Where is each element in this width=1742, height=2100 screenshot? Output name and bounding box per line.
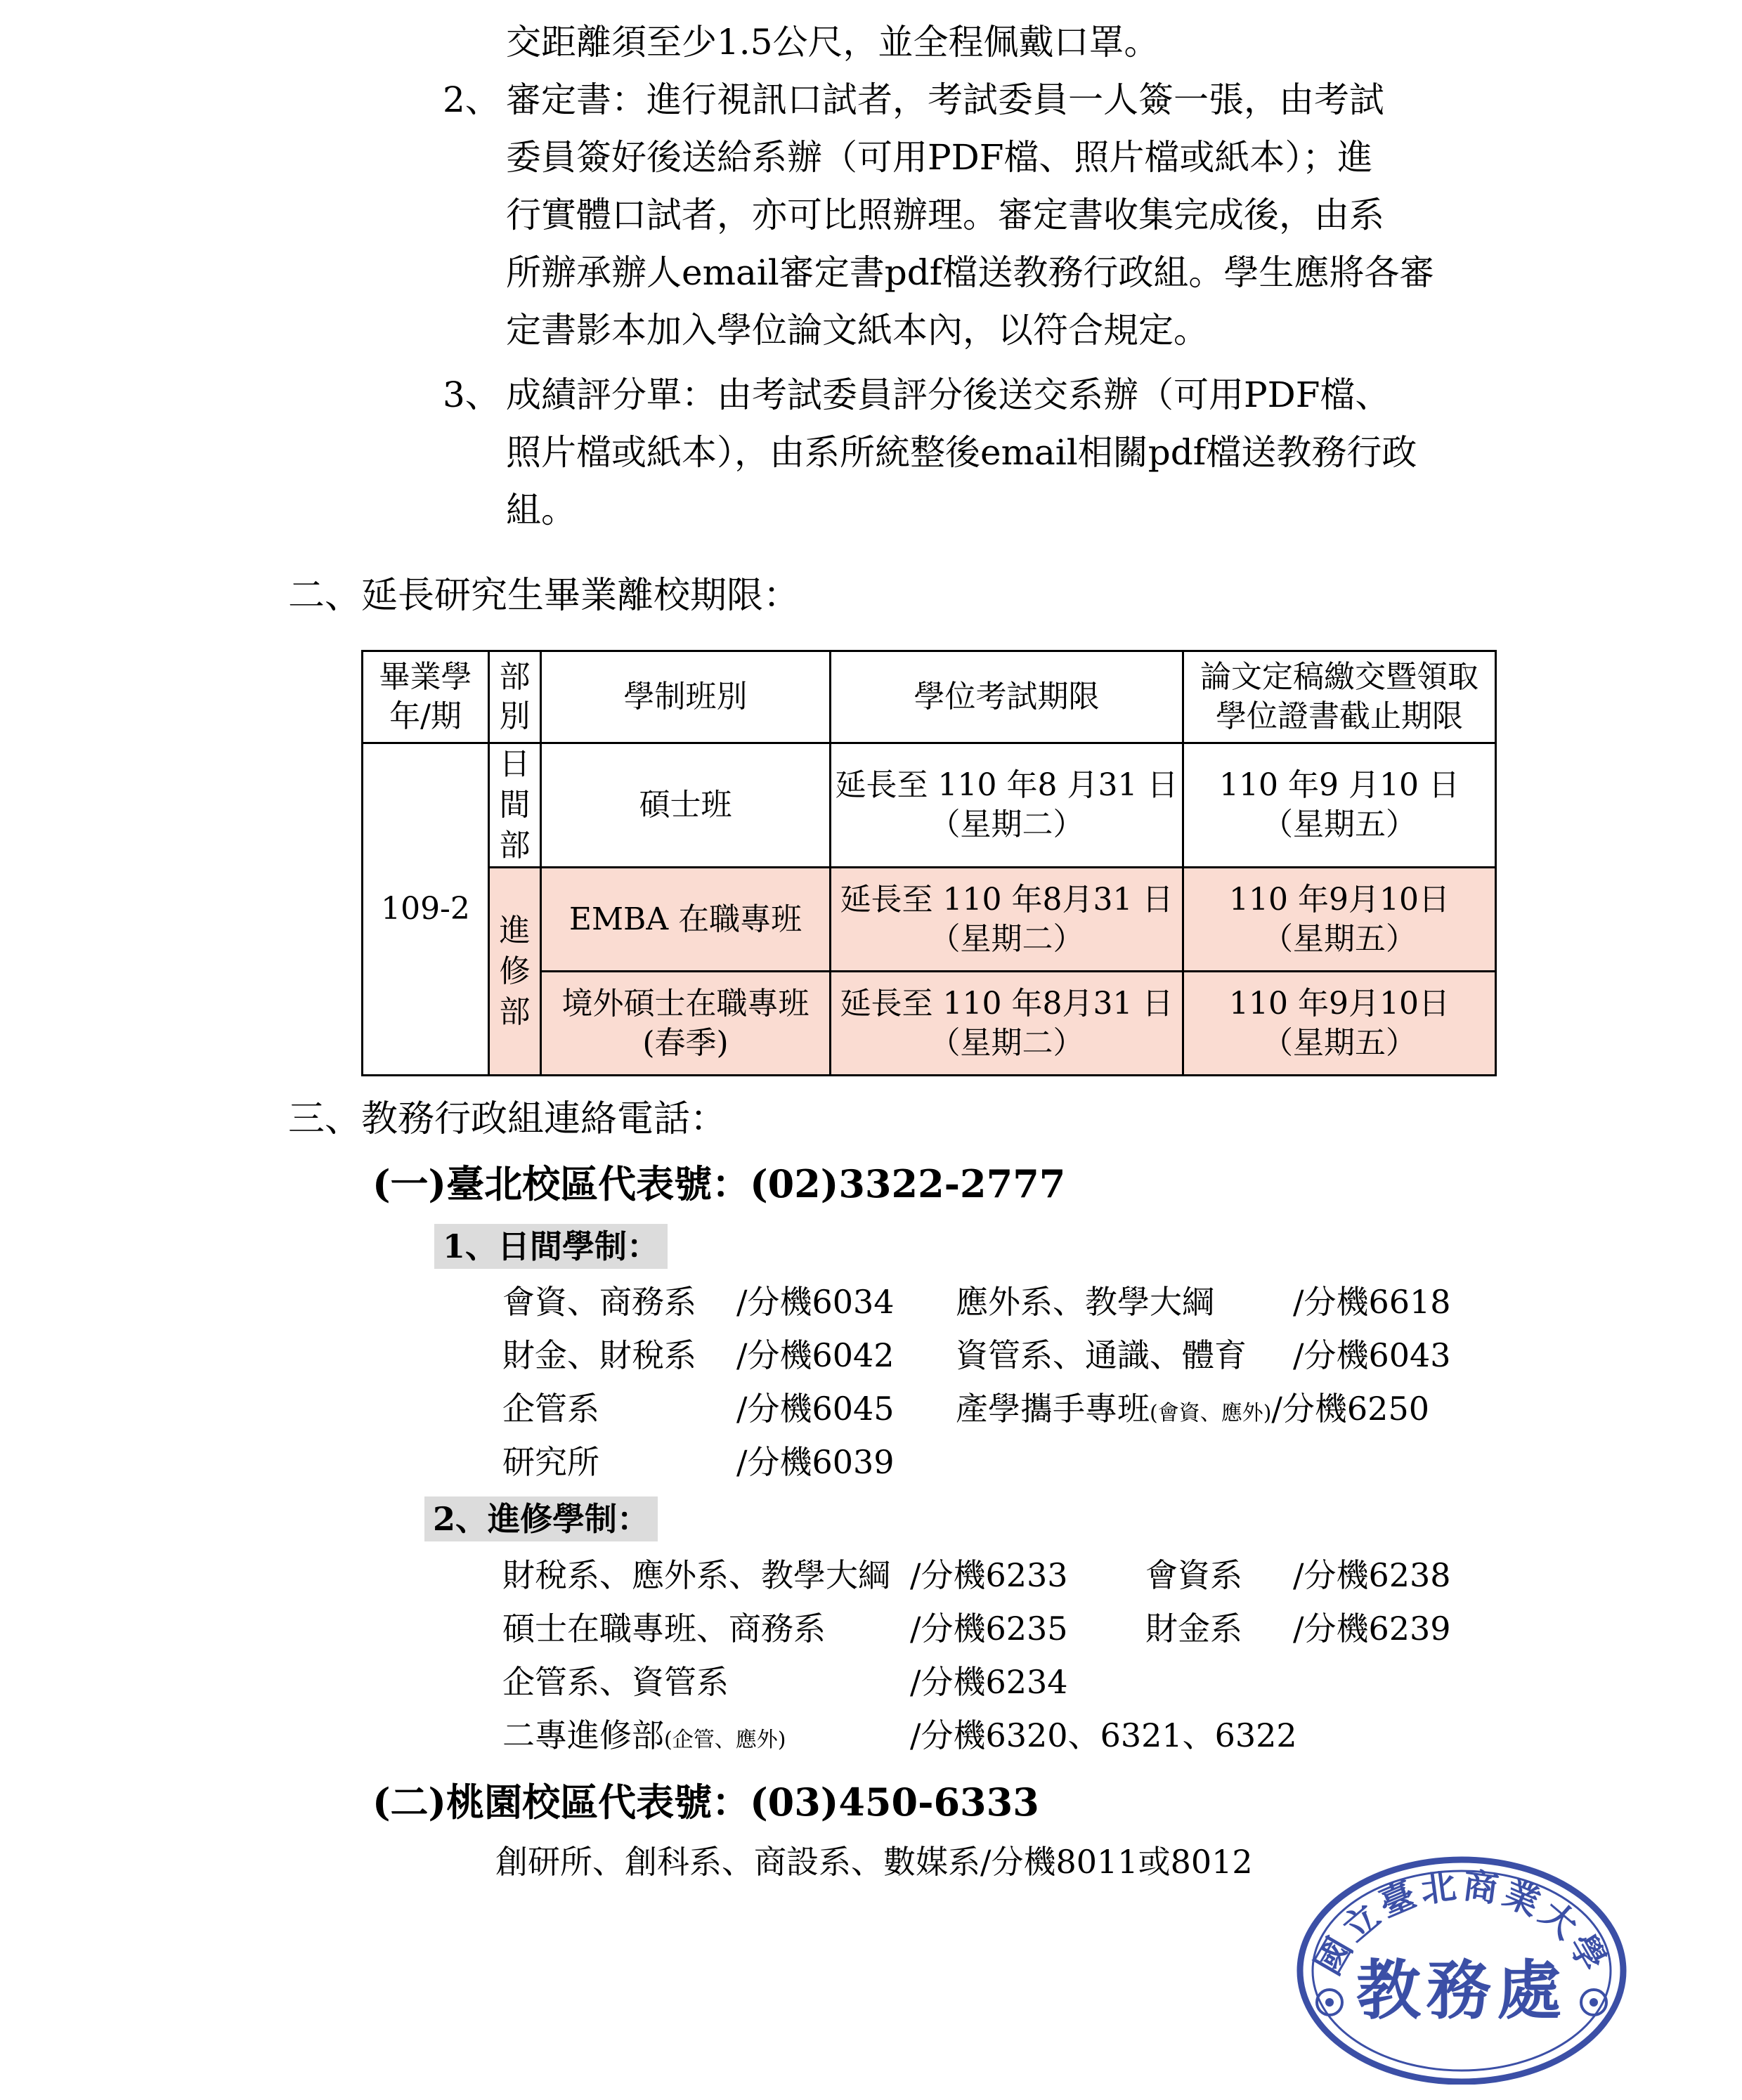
deadline-table bbox=[361, 650, 1497, 1076]
exam-deadline-date: 延長至 110 年8月31 日 bbox=[840, 985, 1174, 1022]
seal-flower-center-icon bbox=[1590, 1998, 1598, 2007]
item-2-line-3: 行實體口試者，亦可比照辦理。審定書收集完成後，由系 bbox=[506, 195, 1384, 235]
contact-name: 企管系 bbox=[502, 1390, 599, 1428]
contact-name: 財金系 bbox=[1145, 1610, 1242, 1648]
item-2-line-1: 審定書：進行視訊口試者，考試委員一人簽一張，由考試 bbox=[506, 79, 1384, 120]
taipei-campus-heading: (一)臺北校區代表號：(02)3322-2777 bbox=[372, 1161, 1066, 1206]
contact-ext: /分機6043 bbox=[1293, 1336, 1451, 1374]
taoyuan-contact-line: 創研所、創科系、商設系、數媒系/分機8011或8012 bbox=[495, 1843, 1253, 1881]
thesis-deadline-date: 110 年9 月10 日 bbox=[1219, 767, 1460, 803]
contact-name: 資管系、通識、體育 bbox=[956, 1336, 1247, 1374]
contact-name: 會資、商務系 bbox=[502, 1283, 696, 1321]
contact-name: 財稅系、應外系、教學大綱 bbox=[502, 1556, 890, 1594]
item-3-number: 3、 bbox=[443, 374, 500, 415]
office-seal-stamp bbox=[1286, 1823, 1637, 2085]
exam-deadline-day: （星期二） bbox=[929, 1024, 1084, 1061]
day-program-heading: 1、日間學制： bbox=[434, 1224, 668, 1269]
contact-name-with-note bbox=[956, 1388, 1429, 1435]
header-program: 學制班別 bbox=[541, 651, 831, 743]
item-2-line-2: 委員簽好後送給系辦（可用PDF檔、照片檔或紙本）；進 bbox=[506, 137, 1373, 178]
thesis-deadline-day: （星期五） bbox=[1262, 807, 1417, 842]
contact-ext: /分機6250 bbox=[1271, 1390, 1429, 1428]
table-header-row bbox=[363, 651, 1496, 743]
thesis-deadline-cell bbox=[1183, 868, 1496, 972]
contact-ext: /分機6042 bbox=[736, 1336, 895, 1374]
thesis-deadline-day: （星期五） bbox=[1262, 920, 1417, 957]
thesis-deadline-date: 110 年9月10日 bbox=[1229, 985, 1450, 1022]
thesis-deadline-cell bbox=[1183, 743, 1496, 868]
contact-ext: /分機6239 bbox=[1293, 1610, 1451, 1648]
intro-line-0: 交距離須至少1.5公尺，並全程佩戴口罩。 bbox=[506, 22, 1159, 63]
contact-note: (企管、應外) bbox=[664, 1728, 786, 1752]
item-2-line-4: 所辦承辦人email審定書pdf檔送教務行政組。學生應將各審 bbox=[506, 252, 1435, 293]
exam-deadline-day: （星期二） bbox=[929, 807, 1084, 842]
exam-deadline-date: 延長至 110 年8 月31 日 bbox=[835, 767, 1178, 803]
contact-name: 碩士在職專班、商務系 bbox=[502, 1610, 826, 1648]
division-evening-cell: 進修部 bbox=[489, 868, 541, 1076]
contact-ext: /分機6233 bbox=[910, 1556, 1068, 1594]
division-day-cell: 日間部 bbox=[489, 743, 541, 868]
table-row bbox=[363, 868, 1496, 972]
contact-name: 研究所 bbox=[502, 1443, 599, 1481]
header-division: 部別 bbox=[489, 651, 541, 743]
program-cell: 碩士班 bbox=[541, 743, 831, 868]
contact-ext: /分機6235 bbox=[910, 1610, 1068, 1648]
contact-name: 產學攜手專班 bbox=[956, 1390, 1150, 1428]
contact-name: 二專進修部 bbox=[502, 1716, 664, 1754]
contact-name: 會資系 bbox=[1145, 1556, 1242, 1594]
program-cell bbox=[541, 972, 831, 1076]
contact-name: 企管系、資管系 bbox=[502, 1663, 729, 1701]
header-year-term: 畢業學年/期 bbox=[363, 651, 489, 743]
program-cell: EMBA 在職專班 bbox=[541, 868, 831, 972]
header-exam-deadline: 學位考試期限 bbox=[831, 651, 1183, 743]
contact-note: (會資、應外) bbox=[1150, 1401, 1272, 1426]
seal-ring-text: 國立臺北商業大學 bbox=[1306, 1864, 1617, 1982]
program-line-2: (春季) bbox=[642, 1024, 729, 1061]
taoyuan-campus-heading: (二)桃園校區代表號：(03)450-6333 bbox=[372, 1780, 1039, 1825]
contact-name: 財金、財稅系 bbox=[502, 1336, 696, 1374]
header-thesis-deadline: 論文定稿繳交暨領取學位證書截止期限 bbox=[1183, 651, 1496, 743]
year-term-cell: 109-2 bbox=[363, 743, 489, 1076]
exam-deadline-date: 延長至 110 年8月31 日 bbox=[840, 881, 1174, 918]
thesis-deadline-day: （星期五） bbox=[1262, 1024, 1417, 1061]
thesis-deadline-date: 110 年9月10日 bbox=[1229, 881, 1450, 918]
item-3-line-2: 照片檔或紙本），由系所統整後email相關pdf檔送教務行政 bbox=[506, 432, 1417, 473]
item-2-line-5: 定書影本加入學位論文紙本內，以符合規定。 bbox=[506, 310, 1209, 351]
contact-ext: /分機6045 bbox=[736, 1390, 895, 1428]
evening-program-heading: 2、進修學制： bbox=[424, 1496, 658, 1541]
exam-deadline-cell bbox=[831, 868, 1183, 972]
thesis-deadline-cell bbox=[1183, 972, 1496, 1076]
contact-ext: /分機6234 bbox=[910, 1663, 1068, 1701]
seal-flower-center-icon bbox=[1325, 1998, 1334, 2007]
contact-ext: /分機6034 bbox=[736, 1283, 895, 1321]
item-3-line-1: 成績評分單：由考試委員評分後送交系辦（可用PDF檔、 bbox=[506, 374, 1391, 415]
program-line-1: 境外碩士在職專班 bbox=[561, 985, 810, 1022]
contact-ext: /分機6039 bbox=[736, 1443, 895, 1481]
contact-name-with-note bbox=[502, 1714, 786, 1761]
item-2-number: 2、 bbox=[443, 79, 500, 120]
section-3-title: 三、教務行政組連絡電話： bbox=[288, 1098, 727, 1140]
exam-deadline-cell bbox=[831, 743, 1183, 868]
table-row bbox=[363, 743, 1496, 868]
seal-center-text: 教務處 bbox=[1356, 1952, 1568, 2028]
item-3-line-3: 組。 bbox=[506, 490, 576, 530]
contact-name: 應外系、教學大綱 bbox=[956, 1283, 1214, 1321]
contact-ext: /分機6238 bbox=[1293, 1556, 1451, 1594]
contact-ext: /分機6320、6321、6322 bbox=[910, 1716, 1297, 1754]
exam-deadline-day: （星期二） bbox=[929, 920, 1084, 957]
exam-deadline-cell bbox=[831, 972, 1183, 1076]
contact-ext: /分機6618 bbox=[1293, 1283, 1451, 1321]
section-2-title: 二、延長研究生畢業離校期限： bbox=[288, 575, 800, 617]
